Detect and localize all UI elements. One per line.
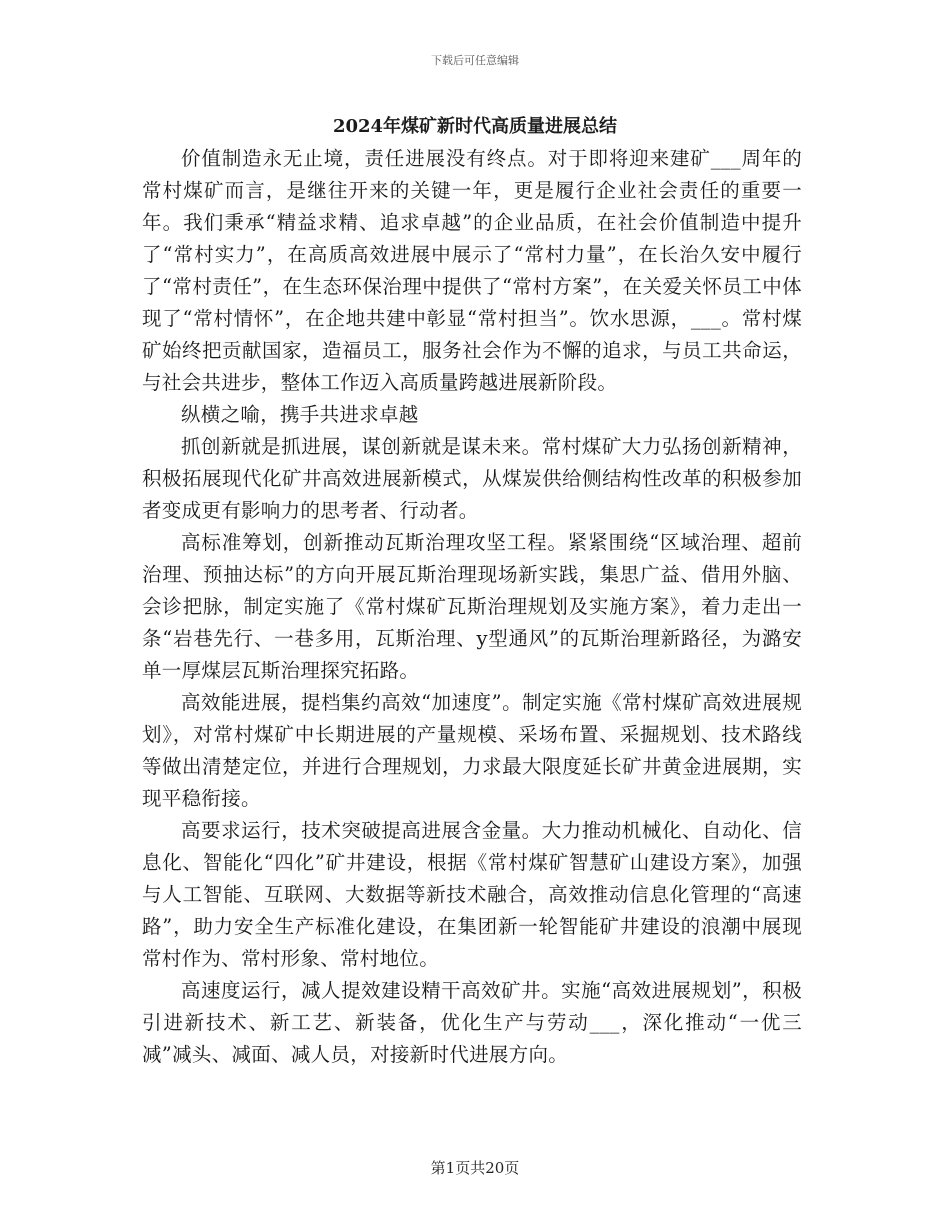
paragraph: 高要求运行，技术突破提高进展含金量。大力推动机械化、自动化、信息化、智能化“四化”矿井建设，根据《常村煤矿智慧矿山建设方案》，加强与人工智能、互联网、大数据等新技术融合，高效推动信息化管理的“高速路”，助力安全生产标准化建设，在集团新一轮智能矿井建设的浪潮中展现常村作为、常村形象、常村地位。 xyxy=(142,819,802,970)
document-title: 2024年煤矿新时代高质量进展总结 xyxy=(332,116,618,137)
document-body xyxy=(142,143,802,1071)
section-heading: 纵横之喻，携手共进求卓越 xyxy=(181,403,419,426)
paragraph: 高效能进展，提档集约高效“加速度”。制定实施《常村煤矿高效进展规划》，对常村煤矿中长期进展的产量规模、采场布置、采掘规划、技术路线等做出清楚定位，并进行合理规划，力求最大限度延长矿井黄金进展期，实现平稳衔接。 xyxy=(142,691,802,810)
paragraph: 抓创新就是抓进展，谋创新就是谋未来。常村煤矿大力弘扬创新精神，积极拓展现代化矿井高效进展新模式，从煤炭供给侧结构性改革的积极参加者变成更有影响力的思考者、行动者。 xyxy=(142,435,802,522)
page-header-note: 下载后可任意编辑 xyxy=(431,54,519,67)
paragraph: 价值制造永无止境，责任进展没有终点。对于即将迎来建矿___周年的常村煤矿而言，是继往开来的关键一年，更是履行企业社会责任的重要一年。我们秉承“精益求精、追求卓越”的企业品质，在社会价值制造中提升了“常村实力”，在高质高效进展中展示了“常村力量”，在长治久安中履行了“常村责任”，在生态环保治理中提供了“常村方案”，在关爱关怀员工中体现了“常村情怀”，在企地共建中彰显“常村担当”。饮水思源，___。常村煤矿始终把贡献国家，造福员工，服务社会作为不懈的追求，与员工共命运，与社会共进步，整体工作迈入高质量跨越进展新阶段。 xyxy=(142,147,802,394)
paragraph: 高标准筹划，创新推动瓦斯治理攻坚工程。紧紧围绕“区域治理、超前治理、预抽达标”的方向开展瓦斯治理现场新实践，集思广益、借用外脑、会诊把脉，制定实施了《常村煤矿瓦斯治理规划及实施方案》，着力走出一条“岩巷先行、一巷多用，瓦斯治理、y型通风”的瓦斯治理新路径，为潞安单一厚煤层瓦斯治理探究拓路。 xyxy=(142,531,802,682)
page-footer-number: 第1页共20页 xyxy=(430,1159,520,1177)
paragraph: 高速度运行，减人提效建设精干高效矿井。实施“高效进展规划”，积极引进新技术、新工艺、新装备，优化生产与劳动___，深化推动“一优三减”减头、减面、减人员，对接新时代进展方向。 xyxy=(142,979,802,1066)
